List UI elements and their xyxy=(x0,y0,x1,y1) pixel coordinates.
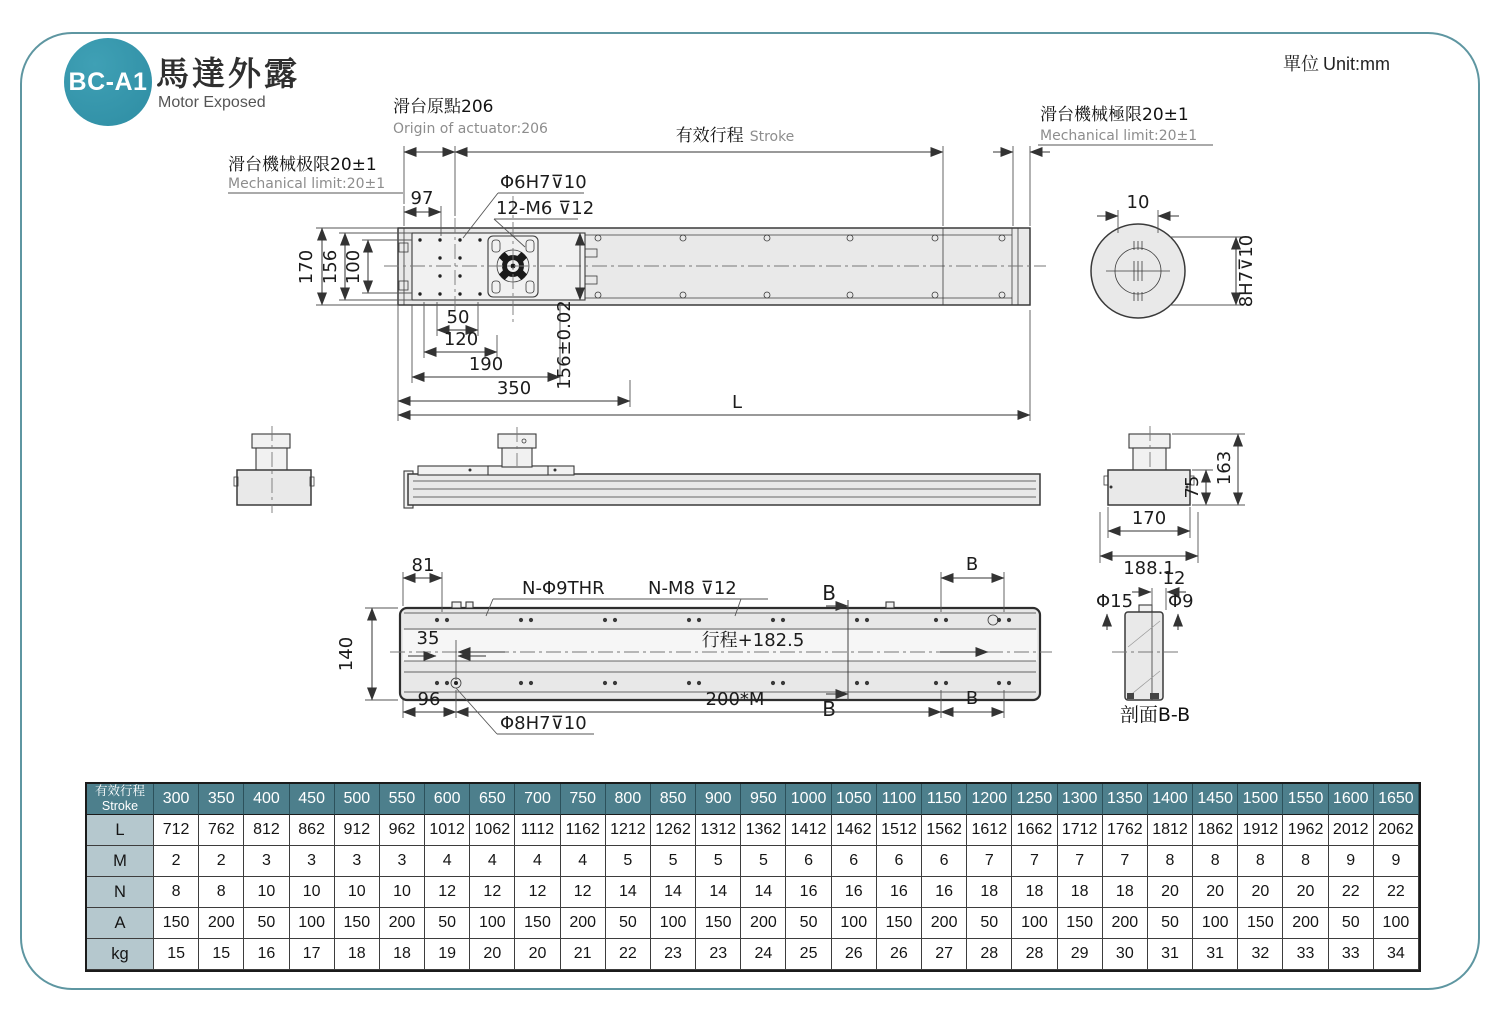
stroke-header-cell: 1150 xyxy=(922,784,967,815)
table-cell-N: 20 xyxy=(1283,877,1328,908)
table-cell-L: 1762 xyxy=(1103,815,1148,846)
row-label-M: M xyxy=(87,846,154,877)
table-cell-kg: 33 xyxy=(1329,939,1374,970)
table-cell-M: 4 xyxy=(561,846,606,877)
stroke-header-cell: 1100 xyxy=(877,784,922,815)
table-cell-L: 1912 xyxy=(1238,815,1283,846)
dim-phi9-label: Φ9 xyxy=(1168,591,1194,612)
stroke-header-cell: 600 xyxy=(425,784,470,815)
table-cell-A: 150 xyxy=(696,908,741,939)
table-cell-M: 5 xyxy=(696,846,741,877)
table-cell-A: 150 xyxy=(877,908,922,939)
table-cell-kg: 17 xyxy=(290,939,335,970)
table-cell-M: 4 xyxy=(425,846,470,877)
left-end-view xyxy=(234,426,314,513)
table-cell-L: 2012 xyxy=(1329,815,1374,846)
dim-350-label: 350 xyxy=(496,378,532,399)
top-view xyxy=(384,196,1046,322)
travel-label: 行程+182.5 xyxy=(701,630,805,651)
table-cell-kg: 31 xyxy=(1148,939,1193,970)
table-cell-N: 16 xyxy=(832,877,877,908)
page-subtitle: Motor Exposed xyxy=(158,94,266,111)
callout-8h7: 8H7⊽10 xyxy=(1236,234,1257,308)
dim-200m-label: 200*M xyxy=(705,689,765,710)
stroke-header-cell: 1600 xyxy=(1329,784,1374,815)
table-cell-kg: 25 xyxy=(786,939,831,970)
table-cell-M: 2 xyxy=(154,846,199,877)
shaft-end-view xyxy=(1091,192,1257,318)
table-cell-L: 1562 xyxy=(922,815,967,846)
table-cell-kg: 20 xyxy=(515,939,560,970)
table-cell-L: 1262 xyxy=(651,815,696,846)
stroke-header-cell: 950 xyxy=(741,784,786,815)
table-cell-L: 1662 xyxy=(1012,815,1057,846)
table-cell-L: 1412 xyxy=(786,815,831,846)
unit-label-en: Unit:mm xyxy=(1323,54,1390,74)
table-cell-M: 4 xyxy=(470,846,515,877)
table-cell-A: 100 xyxy=(290,908,335,939)
table-cell-kg: 28 xyxy=(1012,939,1057,970)
table-cell-N: 8 xyxy=(199,877,244,908)
table-cell-L: 1212 xyxy=(606,815,651,846)
table-cell-M: 8 xyxy=(1193,846,1238,877)
table-cell-M: 3 xyxy=(335,846,380,877)
dim-10-label: 10 xyxy=(1126,192,1150,213)
table-cell-M: 6 xyxy=(922,846,967,877)
table-cell-kg: 32 xyxy=(1238,939,1283,970)
section-b-label-top: B xyxy=(822,581,836,605)
callout-12m6: 12-M6 ⊽12 xyxy=(496,198,595,219)
table-cell-kg: 33 xyxy=(1283,939,1328,970)
table-cell-M: 7 xyxy=(1103,846,1148,877)
limit-right-label-cjk: 滑台機械極限20±1 xyxy=(1040,105,1189,125)
row-label-kg: kg xyxy=(87,939,154,970)
table-cell-M: 5 xyxy=(651,846,696,877)
table-cell-kg: 15 xyxy=(199,939,244,970)
table-cell-M: 9 xyxy=(1374,846,1419,877)
table-cell-N: 12 xyxy=(515,877,560,908)
table-cell-L: 912 xyxy=(335,815,380,846)
table-cell-N: 16 xyxy=(786,877,831,908)
stroke-header-cell: 550 xyxy=(380,784,425,815)
table-cell-kg: 23 xyxy=(651,939,696,970)
dim-120-label: 120 xyxy=(443,329,479,350)
dim-140-label: 140 xyxy=(336,636,357,672)
dim-96-label: 96 xyxy=(417,689,441,710)
stroke-header-cell: 1400 xyxy=(1148,784,1193,815)
table-cell-kg: 15 xyxy=(154,939,199,970)
dim-81-label: 81 xyxy=(411,555,435,576)
limit-left-label-en: Mechanical limit:20±1 xyxy=(228,176,386,192)
table-cell-A: 150 xyxy=(1058,908,1103,939)
table-cell-L: 1612 xyxy=(967,815,1012,846)
table-cell-N: 20 xyxy=(1148,877,1193,908)
side-views xyxy=(234,426,1245,579)
table-cell-M: 7 xyxy=(967,846,1012,877)
table-cell-N: 16 xyxy=(877,877,922,908)
table-cell-N: 16 xyxy=(922,877,967,908)
dim-156-tol-label: 156±0.02 xyxy=(554,300,575,390)
table-cell-L: 1962 xyxy=(1283,815,1328,846)
table-cell-A: 150 xyxy=(335,908,380,939)
stroke-header-cell: 650 xyxy=(470,784,515,815)
dim-188-label: 188.1 xyxy=(1123,558,1175,579)
section-view xyxy=(1096,568,1194,726)
stroke-header-cell: 300 xyxy=(154,784,199,815)
table-cell-L: 862 xyxy=(290,815,335,846)
table-cell-M: 5 xyxy=(741,846,786,877)
table-cell-L: 712 xyxy=(154,815,199,846)
table-cell-A: 50 xyxy=(606,908,651,939)
row-label-A: A xyxy=(87,908,154,939)
table-cell-N: 12 xyxy=(561,877,606,908)
table-cell-N: 22 xyxy=(1329,877,1374,908)
row-label-L: L xyxy=(87,815,154,846)
table-cell-kg: 28 xyxy=(967,939,1012,970)
table-cell-kg: 34 xyxy=(1374,939,1419,970)
spec-table xyxy=(85,782,1421,972)
limit-right-label-en: Mechanical limit:20±1 xyxy=(1040,128,1198,144)
table-cell-N: 18 xyxy=(1103,877,1148,908)
stroke-header-cell: 850 xyxy=(651,784,696,815)
stroke-header-cell: 1350 xyxy=(1103,784,1148,815)
table-cell-L: 1362 xyxy=(741,815,786,846)
table-cell-L: 1112 xyxy=(515,815,560,846)
table-cell-M: 5 xyxy=(606,846,651,877)
table-cell-N: 8 xyxy=(154,877,199,908)
table-cell-N: 20 xyxy=(1238,877,1283,908)
dim-b-top-label: B xyxy=(965,554,979,575)
section-b-label-bottom: B xyxy=(822,697,836,721)
stroke-header-cell: 400 xyxy=(244,784,289,815)
table-cell-kg: 26 xyxy=(877,939,922,970)
table-cell-N: 14 xyxy=(651,877,696,908)
table-cell-L: 962 xyxy=(380,815,425,846)
table-cell-kg: 16 xyxy=(244,939,289,970)
dim-163-label: 163 xyxy=(1214,450,1235,486)
table-cell-M: 6 xyxy=(832,846,877,877)
table-cell-A: 200 xyxy=(741,908,786,939)
table-cell-A: 50 xyxy=(786,908,831,939)
dim-100-label: 100 xyxy=(343,249,364,285)
table-cell-L: 1812 xyxy=(1148,815,1193,846)
table-cell-M: 8 xyxy=(1238,846,1283,877)
section-title: 剖面B-B xyxy=(1119,704,1191,726)
table-cell-A: 50 xyxy=(425,908,470,939)
row-label-N: N xyxy=(87,877,154,908)
table-cell-N: 10 xyxy=(290,877,335,908)
table-cell-M: 6 xyxy=(877,846,922,877)
table-cell-kg: 30 xyxy=(1103,939,1148,970)
table-cell-M: 8 xyxy=(1148,846,1193,877)
table-cell-M: 7 xyxy=(1058,846,1103,877)
table-cell-N: 10 xyxy=(380,877,425,908)
table-cell-M: 9 xyxy=(1329,846,1374,877)
table-cell-A: 100 xyxy=(1193,908,1238,939)
dim-b-bottom-label: B xyxy=(965,688,979,709)
table-cell-kg: 18 xyxy=(380,939,425,970)
table-cell-M: 7 xyxy=(1012,846,1057,877)
dim-50-label: 50 xyxy=(446,307,470,328)
table-cell-kg: 18 xyxy=(335,939,380,970)
table-cell-A: 150 xyxy=(515,908,560,939)
table-cell-L: 1862 xyxy=(1193,815,1238,846)
stroke-header-cell: 1650 xyxy=(1374,784,1419,815)
right-end-view xyxy=(1104,426,1194,505)
table-cell-kg: 31 xyxy=(1193,939,1238,970)
table-cell-A: 100 xyxy=(1012,908,1057,939)
table-cell-kg: 23 xyxy=(696,939,741,970)
table-cell-A: 50 xyxy=(1329,908,1374,939)
table-cell-N: 10 xyxy=(335,877,380,908)
dim-170-label: 170 xyxy=(296,249,317,285)
dim-phi15-label: Φ15 xyxy=(1096,591,1134,612)
table-cell-L: 1512 xyxy=(877,815,922,846)
stroke-dim-label: 有效行程 Stroke xyxy=(675,126,795,146)
page-title: 馬達外露 xyxy=(156,55,300,92)
dim-156-label: 156 xyxy=(320,249,341,285)
table-cell-L: 1462 xyxy=(832,815,877,846)
dim-35-label: 35 xyxy=(416,628,440,649)
table-cell-A: 150 xyxy=(1238,908,1283,939)
table-cell-kg: 19 xyxy=(425,939,470,970)
table-cell-A: 200 xyxy=(380,908,425,939)
table-cell-N: 20 xyxy=(1193,877,1238,908)
dim-190-label: 190 xyxy=(468,354,504,375)
dim-170-end-label: 170 xyxy=(1131,508,1167,529)
table-cell-A: 50 xyxy=(1148,908,1193,939)
callout-phi8: Φ8H7⊽10 xyxy=(500,713,587,734)
table-cell-A: 100 xyxy=(470,908,515,939)
callout-n9: N-Φ9THR xyxy=(522,578,605,599)
table-cell-kg: 24 xyxy=(741,939,786,970)
table-cell-A: 50 xyxy=(967,908,1012,939)
table-cell-A: 200 xyxy=(922,908,967,939)
table-cell-A: 150 xyxy=(154,908,199,939)
stroke-header-cell: 800 xyxy=(606,784,651,815)
callout-nm8: N-M8 ⊽12 xyxy=(648,578,737,599)
limit-left-label-cjk: 滑台機械极限20±1 xyxy=(228,155,377,175)
stroke-header-label xyxy=(87,784,154,815)
stroke-header-cell: 350 xyxy=(199,784,244,815)
dim-75-label: 75 xyxy=(1182,475,1203,499)
table-cell-N: 14 xyxy=(606,877,651,908)
table-cell-kg: 21 xyxy=(561,939,606,970)
table-cell-N: 12 xyxy=(425,877,470,908)
table-cell-M: 3 xyxy=(244,846,289,877)
stroke-header-label-cjk: 有效行程 xyxy=(94,784,145,799)
table-cell-N: 22 xyxy=(1374,877,1419,908)
table-cell-kg: 22 xyxy=(606,939,651,970)
stroke-header-cell: 1050 xyxy=(832,784,877,815)
origin-label-en: Origin of actuator:206 xyxy=(393,121,548,137)
dim-12-label: 12 xyxy=(1162,568,1186,589)
table-cell-N: 10 xyxy=(244,877,289,908)
callout-phi6: Φ6H7⊽10 xyxy=(500,172,587,193)
stroke-header-cell: 1500 xyxy=(1238,784,1283,815)
table-cell-A: 200 xyxy=(199,908,244,939)
unit-label-cjk: 單位 xyxy=(1283,54,1319,74)
table-cell-kg: 27 xyxy=(922,939,967,970)
stroke-header-cell: 1550 xyxy=(1283,784,1328,815)
stroke-header-cell: 700 xyxy=(515,784,560,815)
side-elevation xyxy=(404,427,1040,508)
dim-L-label: L xyxy=(731,392,743,413)
stroke-header-cell: 1250 xyxy=(1012,784,1057,815)
stroke-header-label-en: Stroke xyxy=(101,798,139,813)
table-cell-L: 1012 xyxy=(425,815,470,846)
table-cell-A: 200 xyxy=(1103,908,1148,939)
table-cell-M: 2 xyxy=(199,846,244,877)
table-cell-A: 100 xyxy=(651,908,696,939)
stroke-header-cell: 1450 xyxy=(1193,784,1238,815)
table-cell-M: 6 xyxy=(786,846,831,877)
table-cell-kg: 20 xyxy=(470,939,515,970)
table-cell-M: 3 xyxy=(290,846,335,877)
table-cell-N: 18 xyxy=(1012,877,1057,908)
stroke-header-cell: 500 xyxy=(335,784,380,815)
origin-label-cjk: 滑台原點206 xyxy=(393,97,494,117)
table-cell-M: 4 xyxy=(515,846,560,877)
table-cell-A: 100 xyxy=(832,908,877,939)
table-cell-L: 2062 xyxy=(1374,815,1419,846)
table-cell-M: 3 xyxy=(380,846,425,877)
table-cell-L: 812 xyxy=(244,815,289,846)
table-cell-L: 1062 xyxy=(470,815,515,846)
table-cell-N: 14 xyxy=(696,877,741,908)
table-cell-L: 1712 xyxy=(1058,815,1103,846)
table-cell-L: 1312 xyxy=(696,815,741,846)
table-cell-A: 200 xyxy=(1283,908,1328,939)
dim-97-label: 97 xyxy=(410,188,434,209)
table-cell-N: 18 xyxy=(967,877,1012,908)
table-cell-A: 50 xyxy=(244,908,289,939)
table-cell-M: 8 xyxy=(1283,846,1328,877)
table-cell-N: 18 xyxy=(1058,877,1103,908)
table-cell-L: 1162 xyxy=(561,815,606,846)
table-cell-kg: 26 xyxy=(832,939,877,970)
table-cell-A: 100 xyxy=(1374,908,1419,939)
table-cell-N: 14 xyxy=(741,877,786,908)
stroke-header-cell: 1000 xyxy=(786,784,831,815)
table-cell-N: 12 xyxy=(470,877,515,908)
table-cell-A: 200 xyxy=(561,908,606,939)
stroke-header-cell: 450 xyxy=(290,784,335,815)
stroke-header-cell: 900 xyxy=(696,784,741,815)
stroke-header-cell: 1200 xyxy=(967,784,1012,815)
model-badge-label: BC-A1 xyxy=(68,67,148,96)
table-cell-L: 762 xyxy=(199,815,244,846)
stroke-header-cell: 1300 xyxy=(1058,784,1103,815)
stroke-header-cell: 750 xyxy=(561,784,606,815)
table-cell-kg: 29 xyxy=(1058,939,1103,970)
